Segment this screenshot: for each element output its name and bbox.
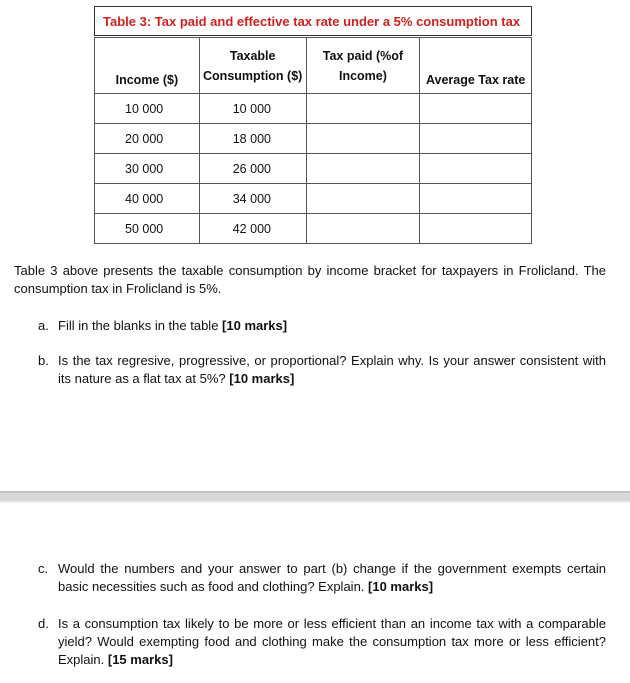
question-c-text: Would the numbers and your answer to part (b) change if the government exempts certain basic necessities such as food and clothing? Explain. — [58, 561, 606, 594]
question-c — [38, 560, 606, 596]
header-taxable-line1: Taxable — [229, 48, 276, 63]
cell-tax-paid — [306, 154, 420, 184]
cell-avg-rate — [420, 214, 532, 244]
question-a — [38, 317, 606, 335]
cell-tax-paid — [306, 94, 420, 124]
cell-avg-rate — [420, 124, 532, 154]
cell-consumption: 26 000 — [199, 154, 306, 184]
question-b — [38, 352, 606, 388]
table-caption — [94, 6, 532, 36]
header-avg-label: Average Tax rate — [425, 73, 526, 87]
cell-income: 40 000 — [95, 184, 200, 214]
cell-avg-rate — [420, 154, 532, 184]
cell-income: 30 000 — [95, 154, 200, 184]
header-taxable-consumption — [199, 38, 306, 94]
cell-income: 20 000 — [95, 124, 200, 154]
cell-tax-paid — [306, 124, 420, 154]
question-d — [38, 615, 606, 669]
table-row — [95, 124, 532, 154]
header-taxpaid-line1: Tax paid (%of — [322, 48, 404, 63]
question-c-label: c. — [38, 561, 49, 576]
header-income — [95, 38, 200, 94]
cell-consumption: 10 000 — [199, 94, 306, 124]
cell-avg-rate — [420, 94, 532, 124]
intro-paragraph: Table 3 above presents the taxable consumption by income bracket for taxpayers in Frolicland. The consumption tax in Frolicland is 5%. — [14, 263, 606, 296]
header-tax-paid — [306, 38, 420, 94]
cell-tax-paid — [306, 214, 420, 244]
cell-tax-paid — [306, 184, 420, 214]
cell-income: 10 000 — [95, 94, 200, 124]
tax-table — [94, 37, 532, 244]
question-d-text: Is a consumption tax likely to be more or less efficient than an income tax with a comparable yield? Would exempting food and clothing make the consumption tax more or less efficient? Explain. — [58, 616, 606, 667]
page-divider — [0, 491, 630, 503]
table-row — [95, 94, 532, 124]
question-d-label: d. — [38, 616, 49, 631]
cell-avg-rate — [420, 184, 532, 214]
question-a-label: a. — [38, 318, 49, 333]
question-d-marks: [15 marks] — [107, 652, 173, 667]
header-taxpaid-line2: Income) — [338, 68, 387, 83]
table-header-row — [95, 38, 532, 94]
table-row — [95, 214, 532, 244]
cell-consumption: 42 000 — [199, 214, 306, 244]
cell-consumption: 18 000 — [199, 124, 306, 154]
question-a-marks: [10 marks] — [222, 318, 288, 333]
cell-income: 50 000 — [95, 214, 200, 244]
header-taxable-line2: Consumption ($) — [203, 68, 303, 83]
question-b-label: b. — [38, 353, 49, 368]
header-income-label: Income ($) — [115, 73, 179, 87]
table-row — [95, 154, 532, 184]
table-row — [95, 184, 532, 214]
header-average-tax-rate — [420, 38, 532, 94]
question-b-marks: [10 marks] — [229, 371, 295, 386]
question-a-text: Fill in the blanks in the table — [58, 318, 223, 333]
table-caption-text: Table 3: Tax paid and effective tax rate under a 5% consumption tax — [103, 13, 521, 29]
question-b-text: Is the tax regresive, progressive, or proportional? Explain why. Is your answer consistent with its nature as a flat tax at 5%? — [58, 353, 606, 386]
question-c-marks: [10 marks] — [368, 579, 434, 594]
cell-consumption: 34 000 — [199, 184, 306, 214]
